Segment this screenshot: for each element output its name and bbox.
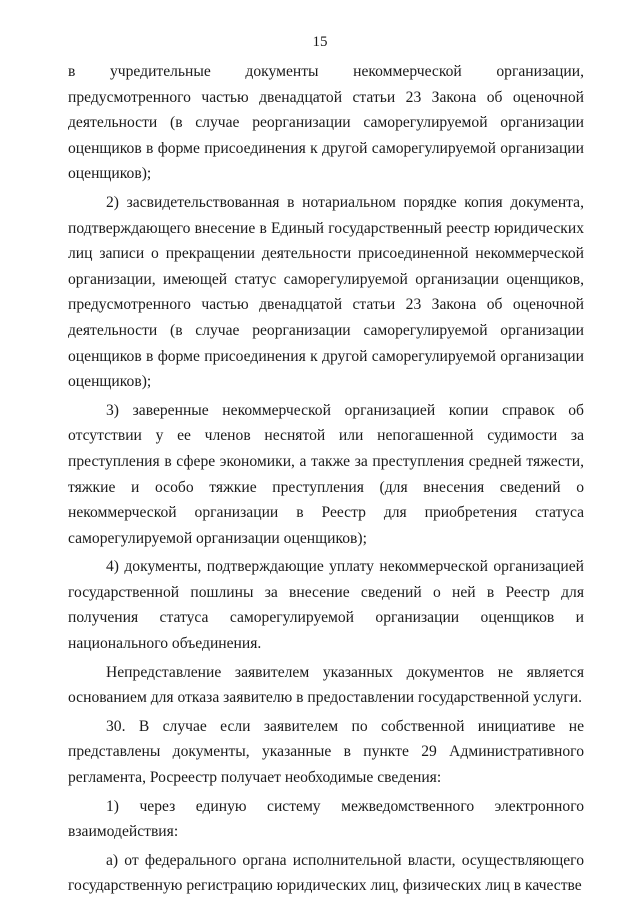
- page-number: 15: [312, 34, 328, 50]
- document-body: [68, 59, 584, 902]
- paragraph-clause-30: 30. В случае если заявителем по собственной инициативе не представлены документы, указанные в пункте 29 Административного регламента, Росреестр получает необходимые сведения:: [68, 717, 584, 787]
- paragraph-subitem-1: 1) через единую систему межведомственного электронного взаимодействия:: [68, 797, 584, 841]
- paragraph-item-3: 3) заверенные некоммерческой организацией копии справок об отсутствии у ее членов неснятой или непогашенной судимости за преступления в сфере экономики, а также за преступления средней тяжести, тяжкие и особо тяжкие преступления (для внесения сведений о некоммерческой организации в Реестр для приобретения статуса саморегулируемой организации оценщиков);: [68, 401, 584, 547]
- paragraph-continuation: в учредительные документы некоммерческой организации, предусмотренного частью двенадцатой статьи 23 Закона об оценочной деятельности (в случае реорганизации саморегулируемой организации оценщиков в форме присоединения к другой саморегулируемой организации оценщиков);: [68, 63, 584, 183]
- paragraph-item-2: 2) засвидетельствованная в нотариальном порядке копия документа, подтверждающего внесение в Единый государственный реестр юридических лиц записи о прекращении деятельности присоединенной некоммерческой организации, имеющей статус саморегулируемой организации оценщиков, предусмотренного частью двенадцатой статьи 23 Закона об оценочной деятельности (в случае реорганизации саморегулируемой организации оценщиков в форме присоединения к другой саморегулируемой организации оценщиков);: [68, 193, 584, 391]
- paragraph-subitem-a: а) от федерального органа исполнительной власти, осуществляющего государственную регистрацию юридических лиц, физических лиц в качестве: [68, 851, 584, 895]
- paragraph-nonsubmission: Непредставление заявителем указанных документов не является основанием для отказа заявителю в предоставлении государственной услуги.: [68, 663, 584, 707]
- paragraph-item-4: 4) документы, подтверждающие уплату некоммерческой организацией государственной пошлины за внесение сведений о ней в Реестр для получения статуса саморегулируемой организации оценщиков и национального объединения.: [68, 558, 584, 653]
